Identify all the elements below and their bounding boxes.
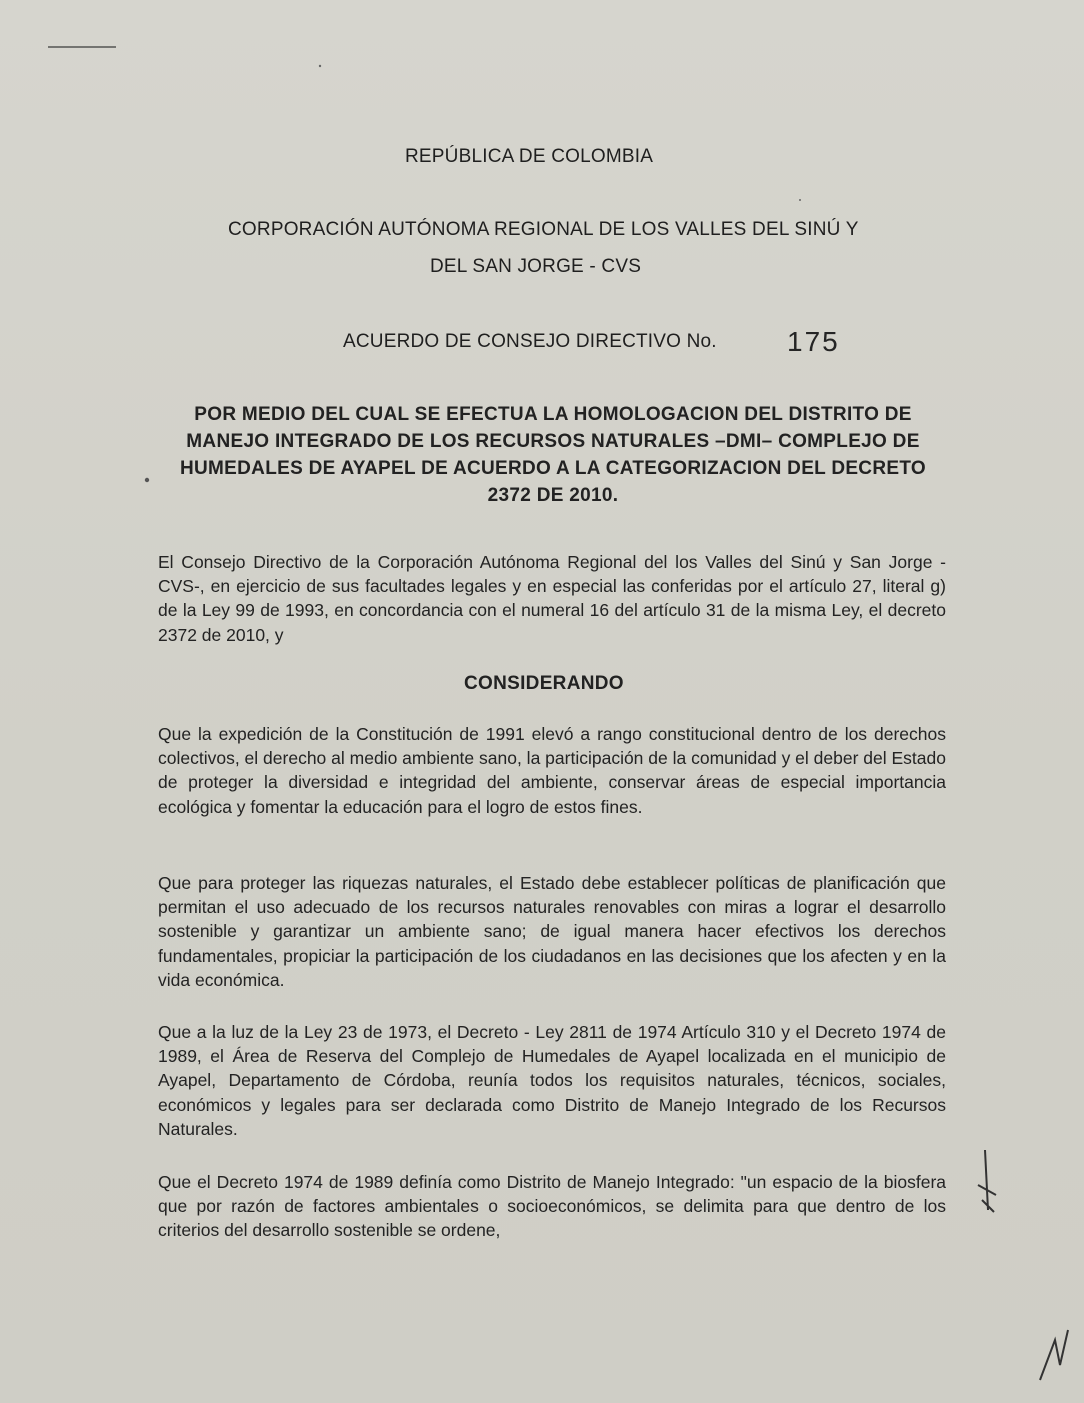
document-title: POR MEDIO DEL CUAL SE EFECTUA LA HOMOLOGACION DEL DISTRITO DE MANEJO INTEGRADO DE LOS RECURSOS NATURALES –DMI– COMPLEJO DE HUMEDALES DE AYAPEL DE ACUERDO A LA CATEGORIZACION DEL DECRETO 2372 DE 2010.: [180, 404, 926, 506]
speck: [319, 65, 321, 67]
considerando-paragraph-4: Que el Decreto 1974 de 1989 definía como Distrito de Manejo Integrado: "un espacio de la biosfera que por razón de factores ambientales o socioeconómicos, se delimita para que dentro de los criterios del desarrollo sostenible se ordene,: [158, 1172, 946, 1241]
acuerdo-label: ACUERDO DE CONSEJO DIRECTIVO No.: [343, 331, 717, 352]
speck: [145, 478, 149, 482]
acuerdo-number: 175: [787, 326, 840, 357]
country-heading: REPÚBLICA DE COLOMBIA: [405, 146, 654, 167]
considerando-heading: CONSIDERANDO: [464, 673, 624, 694]
speck: [799, 199, 801, 201]
corporation-heading-line1: CORPORACIÓN AUTÓNOMA REGIONAL DE LOS VALLES DEL SINÚ Y: [228, 219, 859, 240]
considerando-paragraph-1: Que la expedición de la Constitución de 1991 elevó a rango constitucional dentro de los derechos colectivos, el derecho al medio ambiente sano, la participación de la comunidad y el deber del Estado de proteger la diversidad e integridad del ambiente, conservar áreas de especial importancia ecológica y fomentar la educación para el logro de estos fines.: [158, 724, 946, 817]
considerando-paragraph-3: Que a la luz de la Ley 23 de 1973, el Decreto - Ley 2811 de 1974 Artículo 310 y el Decreto 1974 de 1989, el Área de Reserva del Complejo de Humedales de Ayapel localizada en el municipio de Ayapel, Departamento de Córdoba, reunía todos los requisitos naturales, técnicos, sociales, económicos y legales para ser declarada como Distrito de Manejo Integrado de los Recursos Naturales.: [158, 1022, 946, 1139]
margin-signature-mark: [978, 1150, 996, 1212]
corporation-heading-line2: DEL SAN JORGE - CVS: [430, 256, 642, 277]
intro-paragraph: El Consejo Directivo de la Corporación Autónoma Regional del los Valles del Sinú y San Jorge -CVS-, en ejercicio de sus facultades legales y en especial las conferidas por el artículo 27, literal g) de la Ley 99 de 1993, en concordancia con el numeral 16 del artículo 31 de la misma Ley, el decreto 2372 de 2010, y: [158, 552, 946, 645]
considerando-paragraph-2: Que para proteger las riquezas naturales, el Estado debe establecer políticas de planificación que permitan el uso adecuado de los recursos naturales renovables con miras a lograr el desarrollo sostenible y garantizar un ambiente sano; de igual manera hacer efectivos los derechos fundamentales, propiciar la participación de los ciudadanos en las decisiones que los afecten y en la vida económica.: [158, 873, 946, 990]
initials-mark: [1040, 1330, 1068, 1380]
